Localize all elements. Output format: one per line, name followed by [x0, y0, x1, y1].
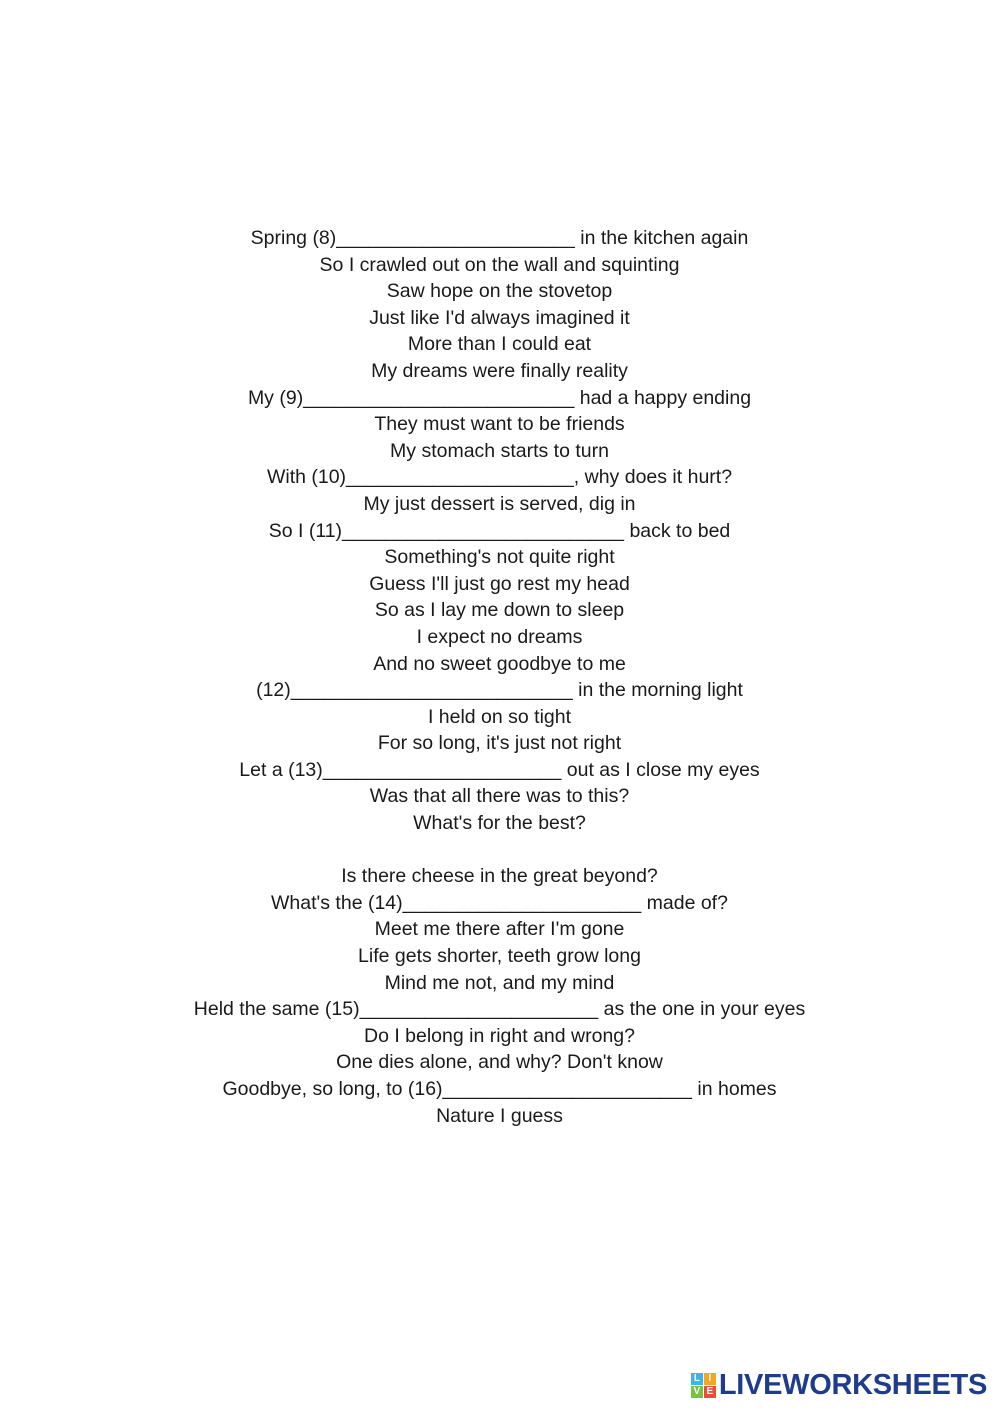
lyric-line-blank-10: With (10)_____________________, why does it hurt?: [266, 466, 733, 489]
lyric-line: Just like I'd always imagined it: [369, 306, 630, 329]
logo-letter-i: I: [704, 1373, 716, 1385]
logo-letter-e: E: [704, 1386, 716, 1398]
lyric-line: One dies alone, and why? Don't know: [336, 1051, 663, 1074]
lyric-line: And no sweet goodbye to me: [373, 652, 626, 675]
lyric-line: Meet me there after I'm gone: [374, 918, 625, 941]
lyric-line: Is there cheese in the great beyond?: [341, 865, 658, 888]
lyric-line-blank-13: Let a (13)______________________ out as I close my eyes: [239, 758, 760, 781]
lyric-line: Was that all there was to this?: [369, 785, 630, 808]
lyric-line-blank-11: So I (11)__________________________ back to bed: [268, 519, 731, 542]
lyric-line: Spring (8)______________________ in the kitchen again: [250, 227, 749, 249]
liveworksheets-logo-icon: [691, 1373, 716, 1398]
lyrics-text: [0, 225, 999, 1129]
lyric-line: I expect no dreams: [416, 625, 583, 648]
lyric-line: Nature I guess: [436, 1104, 563, 1127]
lyric-line: My dreams were finally reality: [371, 359, 628, 382]
lyric-line-blank-12: (12)__________________________ in the morning light: [256, 679, 743, 702]
lyric-line: I held on so tight: [427, 705, 572, 728]
logo-letter-l: L: [691, 1373, 703, 1385]
lyric-line-blank-16: Goodbye, so long, to (16)_______________________ in homes: [222, 1078, 777, 1100]
lyric-line: For so long, it's just not right: [377, 732, 622, 755]
logo-text: LIVEWORKSHEETS: [718, 1368, 987, 1401]
lyric-line: So as I lay me down to sleep: [374, 599, 625, 622]
liveworksheets-logo: [691, 1368, 987, 1402]
lyric-line: More than I could eat: [407, 333, 592, 356]
lyric-line: Mind me not, and my mind: [384, 971, 615, 994]
stanza-break: [0, 837, 999, 864]
lyric-line: My stomach starts to turn: [390, 439, 609, 462]
lyric-line-blank-9: My (9)_________________________ had a happy ending: [247, 386, 752, 409]
logo-letter-v: V: [691, 1386, 703, 1398]
lyric-line: So I crawled out on the wall and squinting: [319, 253, 680, 276]
lyric-line: They must want to be friends: [374, 413, 625, 436]
lyric-line: Saw hope on the stovetop: [386, 280, 613, 303]
lyric-line: My just dessert is served, dig in: [363, 492, 636, 515]
lyric-line: Guess I'll just go rest my head: [369, 572, 630, 595]
lyric-line: What's for the best?: [413, 812, 586, 835]
lyric-line: Life gets shorter, teeth grow long: [358, 945, 641, 968]
lyric-line-blank-14: What's the (14)______________________ made of?: [271, 891, 728, 914]
lyric-line-blank-15: Held the same (15)______________________ as the one in your eyes: [193, 998, 806, 1021]
lyric-line: Do I belong in right and wrong?: [363, 1024, 635, 1047]
lyric-line: Something's not quite right: [384, 546, 615, 569]
